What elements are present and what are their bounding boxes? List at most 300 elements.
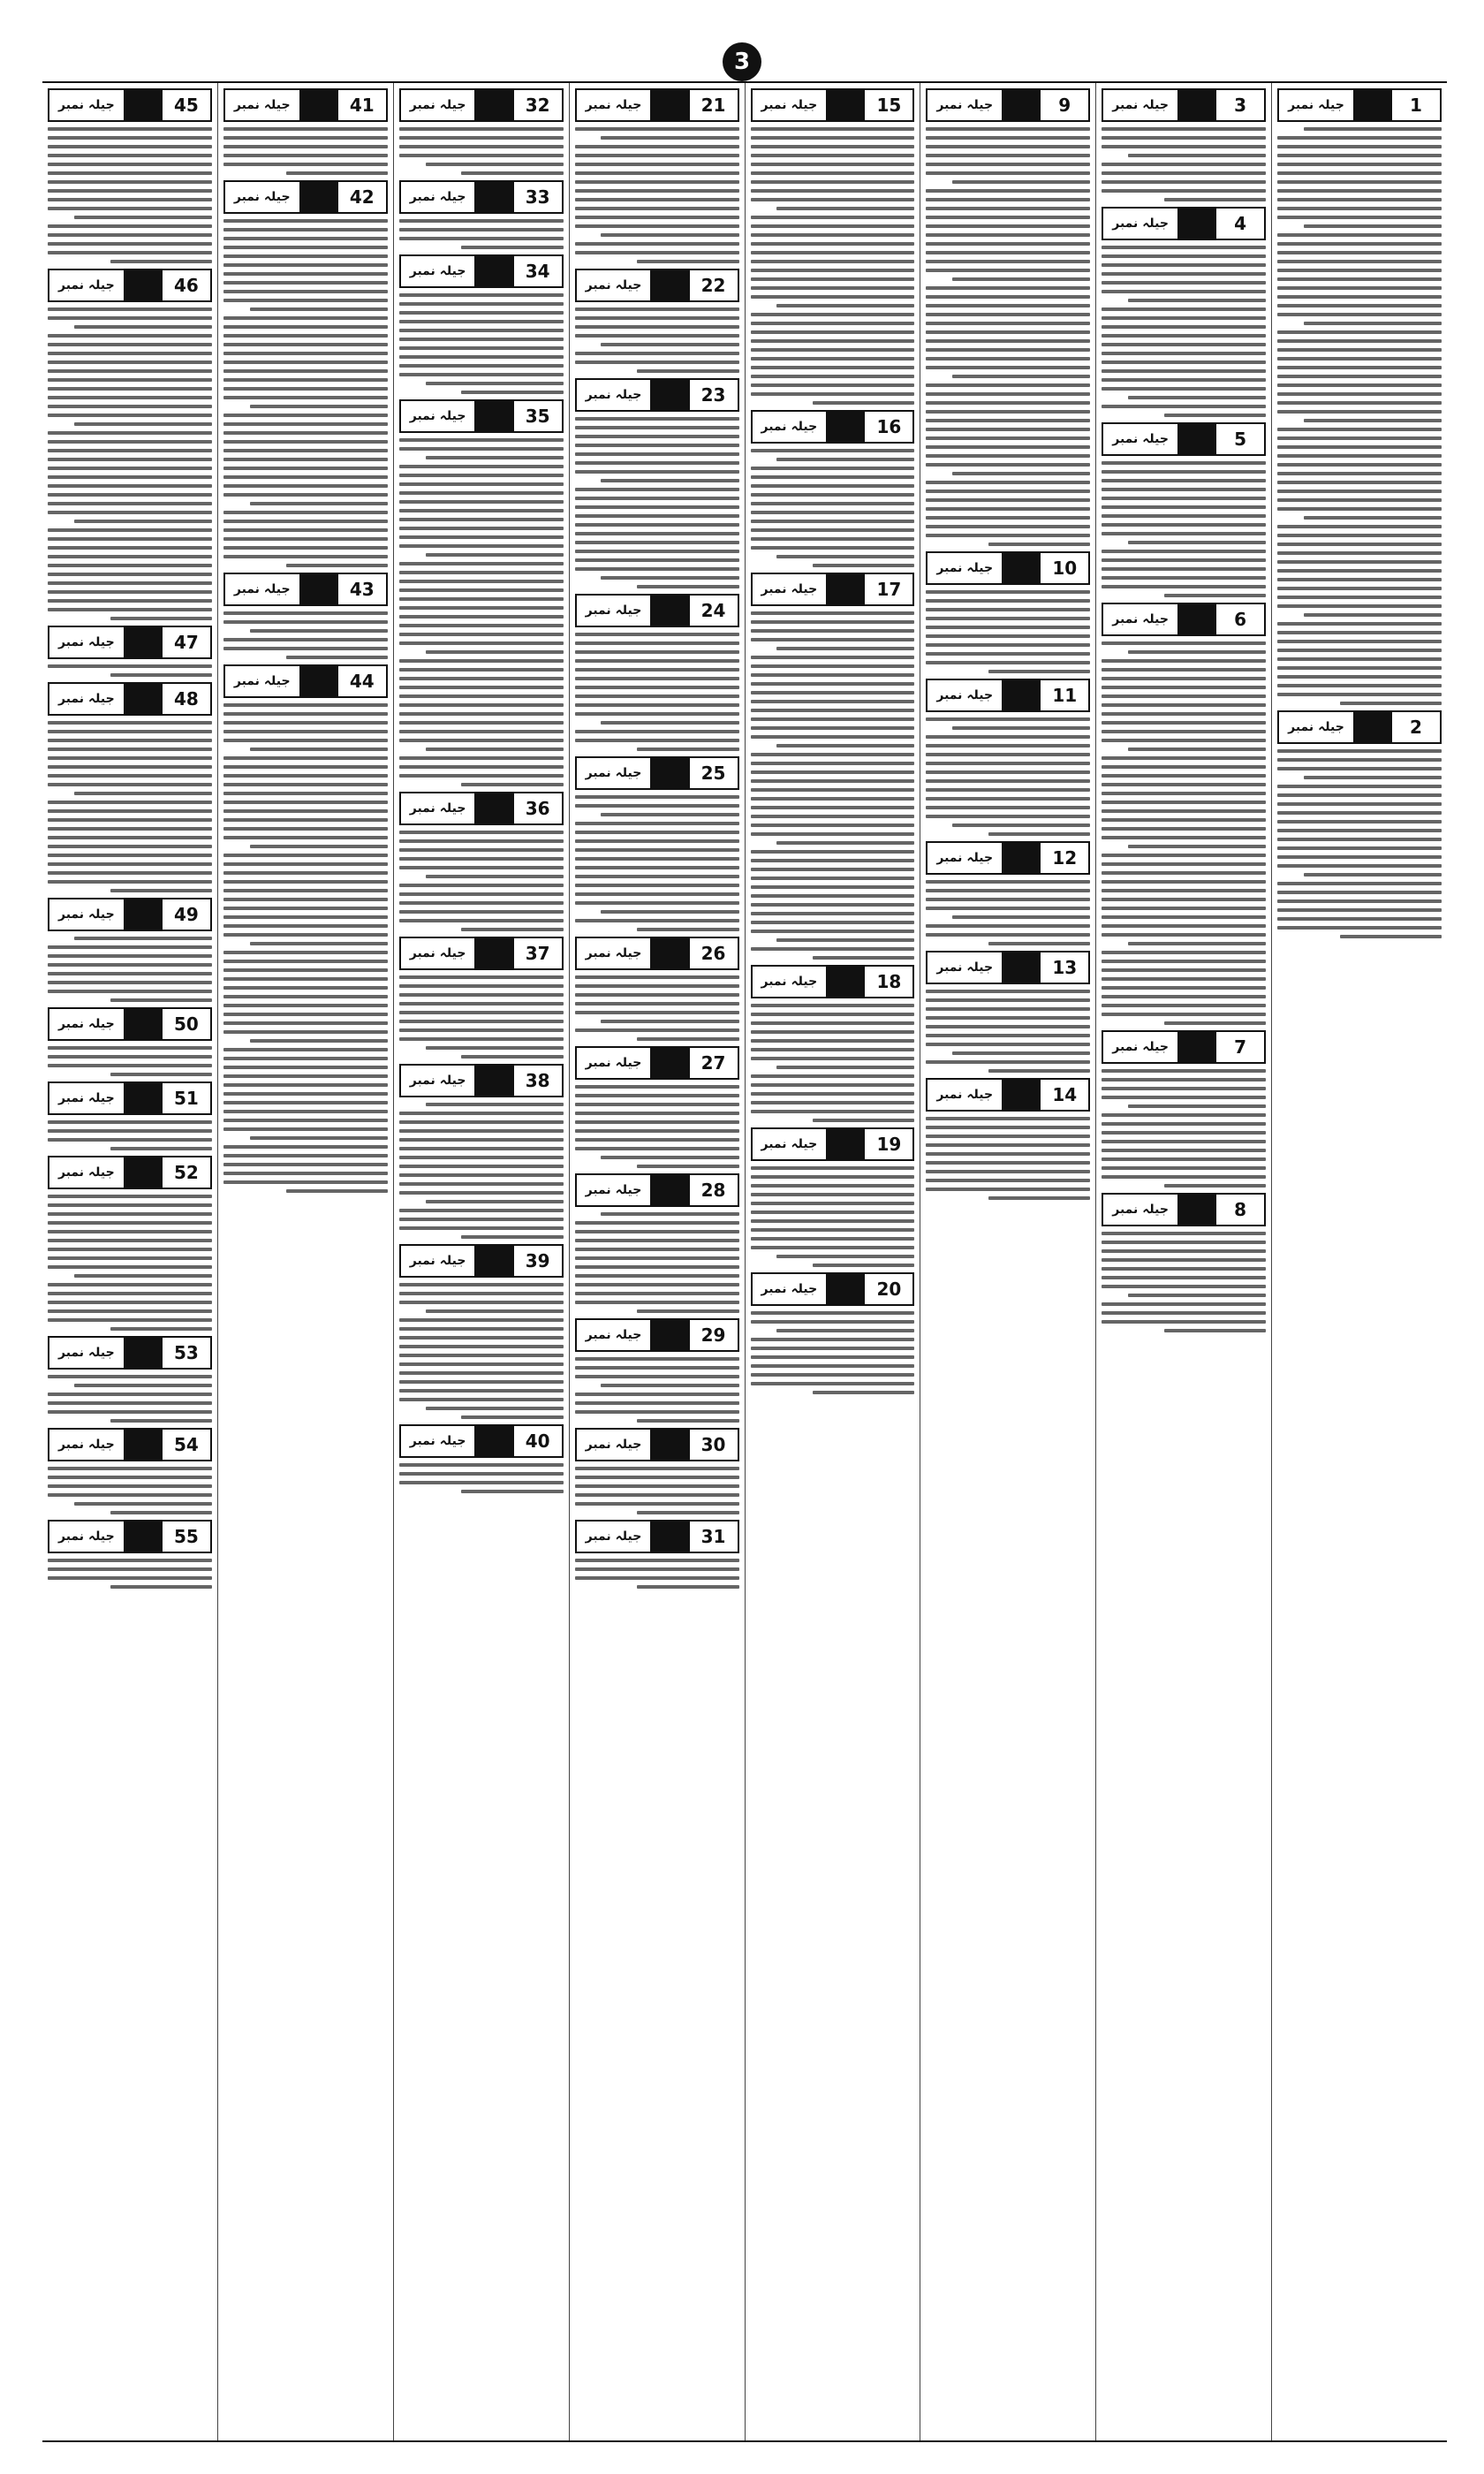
notice-number: 9	[1039, 90, 1088, 120]
text-line	[399, 127, 564, 131]
text-line	[926, 481, 1090, 484]
text-line	[48, 564, 212, 567]
notice-block	[399, 399, 564, 786]
notice-block	[48, 898, 212, 1002]
text-line	[926, 1025, 1090, 1028]
notice-header-bar	[1177, 604, 1215, 634]
notice-header-bar	[1002, 553, 1039, 583]
text-line	[926, 1007, 1090, 1011]
text-line	[575, 1265, 739, 1269]
text-line	[751, 709, 915, 712]
text-line	[399, 1209, 564, 1212]
text-line	[751, 546, 915, 550]
notice-number-header	[1102, 603, 1266, 636]
text-line	[776, 555, 914, 558]
text-line	[1277, 251, 1442, 254]
text-line	[399, 1011, 564, 1014]
text-line	[48, 154, 212, 157]
text-line	[751, 1110, 915, 1113]
text-line	[601, 1384, 738, 1387]
text-line	[48, 1195, 212, 1198]
text-line	[601, 1212, 738, 1216]
notice-number-header	[399, 254, 564, 288]
text-line	[1277, 454, 1442, 458]
text-line	[399, 1472, 564, 1476]
notice-block	[926, 1078, 1090, 1200]
text-line	[926, 797, 1090, 801]
text-line	[399, 571, 564, 574]
text-line	[399, 373, 564, 376]
text-line	[751, 1048, 915, 1051]
text-line	[988, 832, 1090, 836]
notice-label: جیلہ نمبر	[401, 182, 475, 212]
text-line	[575, 307, 739, 311]
text-line	[1277, 829, 1442, 832]
notice-body-text	[48, 1467, 212, 1514]
text-line	[751, 537, 915, 541]
text-line	[1102, 809, 1266, 813]
text-line	[776, 938, 914, 942]
notice-body-text	[399, 293, 564, 394]
text-line	[575, 154, 739, 157]
text-line	[48, 1248, 212, 1251]
notice-number-header	[399, 937, 564, 970]
text-line	[1277, 154, 1442, 157]
text-line	[926, 428, 1090, 431]
text-line	[926, 163, 1090, 166]
text-line	[637, 585, 738, 588]
text-line	[223, 880, 388, 884]
text-line	[751, 903, 915, 907]
text-line	[1102, 246, 1266, 249]
text-line	[1102, 180, 1266, 184]
text-line	[926, 295, 1090, 299]
notice-block	[575, 269, 739, 373]
text-line	[426, 875, 564, 878]
text-line	[223, 555, 388, 558]
text-line	[926, 889, 1090, 892]
text-line	[223, 431, 388, 435]
notice-number-header	[48, 1081, 212, 1115]
notice-block	[575, 937, 739, 1041]
text-line	[1277, 304, 1442, 307]
text-line	[575, 1011, 739, 1014]
text-line	[399, 465, 564, 468]
text-line	[1304, 419, 1442, 422]
notice-number-header	[48, 626, 212, 659]
text-line	[926, 924, 1090, 928]
text-line	[1102, 668, 1266, 672]
text-line	[223, 467, 388, 470]
text-line	[399, 474, 564, 477]
text-line	[399, 848, 564, 852]
text-line	[48, 537, 212, 541]
notice-number: 12	[1039, 843, 1088, 873]
notice-number: 19	[863, 1129, 912, 1159]
text-line	[926, 145, 1090, 148]
text-line	[575, 668, 739, 672]
text-line	[399, 892, 564, 896]
text-line	[1277, 891, 1442, 894]
notice-number-header	[399, 399, 564, 433]
text-line	[74, 1384, 212, 1387]
notice-number: 18	[863, 967, 912, 997]
notice-block	[751, 573, 915, 960]
text-line	[751, 216, 915, 219]
text-line	[399, 857, 564, 861]
notice-header-bar	[474, 938, 511, 968]
text-line	[223, 263, 388, 267]
text-line	[575, 523, 739, 527]
text-line	[223, 774, 388, 778]
text-line	[776, 1255, 914, 1258]
text-line	[926, 1152, 1090, 1156]
text-line	[575, 641, 739, 645]
text-line	[48, 730, 212, 733]
text-line	[751, 1364, 915, 1368]
text-line	[1102, 703, 1266, 707]
text-line	[1277, 569, 1442, 573]
text-line	[110, 1511, 212, 1514]
notice-header-bar	[1177, 1032, 1215, 1062]
text-line	[1277, 543, 1442, 546]
text-line	[399, 1173, 564, 1177]
text-line	[637, 748, 738, 751]
text-line	[48, 1410, 212, 1414]
notice-block	[48, 1336, 212, 1423]
text-line	[926, 357, 1090, 360]
text-line	[575, 1085, 739, 1089]
text-line	[48, 405, 212, 408]
notice-label: جیلہ نمبر	[753, 412, 827, 442]
notice-number: 11	[1039, 680, 1088, 710]
text-line	[1277, 820, 1442, 823]
notice-block	[926, 951, 1090, 1073]
text-line	[1277, 339, 1442, 343]
notice-block	[399, 1064, 564, 1239]
text-line	[575, 1559, 739, 1562]
text-line	[813, 1391, 914, 1394]
text-line	[575, 1230, 739, 1233]
text-line	[1102, 1302, 1266, 1306]
notice-body-text	[399, 1103, 564, 1239]
text-line	[426, 456, 564, 459]
text-line	[926, 189, 1090, 193]
notice-body-text	[575, 633, 739, 751]
text-line	[926, 762, 1090, 765]
text-line	[1277, 587, 1442, 590]
text-line	[48, 1055, 212, 1059]
text-line	[1304, 127, 1442, 131]
text-line	[575, 857, 739, 861]
notice-number: 43	[337, 574, 386, 604]
text-line	[1102, 505, 1266, 509]
text-line	[1102, 272, 1266, 276]
text-line	[1102, 889, 1266, 892]
text-line	[751, 322, 915, 325]
notice-body-text	[575, 1467, 739, 1514]
text-line	[1102, 343, 1266, 346]
notice-header-bar	[650, 758, 687, 788]
notice-block	[223, 88, 388, 175]
notice-block	[575, 1173, 739, 1313]
text-line	[1164, 198, 1266, 201]
text-line	[751, 313, 915, 316]
notice-label: جیلہ نمبر	[753, 1274, 827, 1304]
text-line	[926, 242, 1090, 246]
text-line	[399, 721, 564, 725]
text-line	[223, 272, 388, 276]
notice-body-text	[575, 417, 739, 588]
text-line	[1277, 666, 1442, 670]
notice-body-text	[399, 438, 564, 786]
text-line	[751, 1246, 915, 1249]
text-line	[399, 482, 564, 486]
notice-label: جیلہ نمبر	[401, 256, 475, 286]
notice-header-bar	[474, 182, 511, 212]
text-line	[110, 998, 212, 1002]
text-line	[48, 1484, 212, 1488]
notice-label: جیلہ نمبر	[928, 952, 1002, 983]
notice-column	[1271, 83, 1447, 2440]
text-line	[223, 703, 388, 707]
text-line	[1277, 189, 1442, 193]
text-line	[399, 641, 564, 645]
text-line	[223, 154, 388, 157]
text-line	[48, 664, 212, 668]
text-line	[1102, 1232, 1266, 1235]
text-line	[399, 1020, 564, 1023]
text-line	[751, 1320, 915, 1324]
text-line	[223, 219, 388, 223]
text-line	[223, 228, 388, 231]
text-line	[286, 564, 388, 567]
text-line	[776, 304, 914, 307]
text-line	[575, 686, 739, 689]
text-line	[223, 316, 388, 320]
text-line	[575, 712, 739, 716]
text-line	[48, 127, 212, 131]
text-line	[988, 942, 1090, 945]
notice-number: 26	[688, 938, 738, 968]
notice-label: جیلہ نمبر	[1103, 90, 1177, 120]
text-line	[751, 868, 915, 871]
text-line	[751, 726, 915, 730]
notice-number-header	[926, 951, 1090, 984]
notice-body-text	[926, 127, 1090, 546]
text-line	[74, 216, 212, 219]
text-line	[48, 163, 212, 166]
text-line	[1164, 1329, 1266, 1332]
text-line	[751, 375, 915, 378]
text-line	[223, 422, 388, 426]
text-line	[926, 898, 1090, 901]
text-line	[48, 1120, 212, 1124]
text-line	[48, 1318, 212, 1322]
text-line	[223, 1030, 388, 1034]
text-line	[926, 525, 1090, 528]
text-line	[1277, 622, 1442, 626]
notice-label: جیلہ نمبر	[49, 1522, 124, 1552]
text-line	[952, 180, 1090, 184]
text-line	[223, 854, 388, 857]
notice-header-bar	[124, 1157, 161, 1188]
notice-label: جیلہ نمبر	[49, 1009, 124, 1039]
text-line	[250, 845, 388, 848]
notice-column	[745, 83, 920, 2440]
text-line	[1102, 951, 1266, 954]
notice-header-bar	[1353, 712, 1390, 742]
notice-header-bar	[650, 1320, 687, 1350]
notice-body-text	[575, 1085, 739, 1168]
text-line	[926, 489, 1090, 493]
notice-number-header	[926, 551, 1090, 585]
notice-label: جیلہ نمبر	[577, 1320, 651, 1350]
notice-header-bar	[1177, 90, 1215, 120]
text-line	[223, 352, 388, 355]
text-line	[926, 1043, 1090, 1046]
notice-header-bar	[826, 1129, 863, 1159]
text-line	[1102, 801, 1266, 804]
text-line	[250, 748, 388, 751]
text-line	[751, 493, 915, 497]
text-line	[223, 546, 388, 550]
text-line	[751, 1338, 915, 1341]
notice-body-text	[399, 975, 564, 1059]
notice-number: 37	[512, 938, 562, 968]
text-line	[48, 1046, 212, 1050]
notice-label: جیلہ نمبر	[401, 938, 475, 968]
text-line	[399, 1002, 564, 1006]
text-line	[575, 1502, 739, 1506]
text-line	[48, 1221, 212, 1225]
text-line	[1277, 375, 1442, 378]
text-line	[48, 1301, 212, 1304]
text-line	[1304, 322, 1442, 325]
text-line	[399, 1463, 564, 1467]
text-line	[926, 1117, 1090, 1120]
text-line	[575, 189, 739, 193]
notice-label: جیلہ نمبر	[225, 90, 299, 120]
text-line	[399, 901, 564, 905]
notice-number-header	[399, 792, 564, 825]
text-line	[223, 995, 388, 998]
text-line	[223, 449, 388, 452]
notice-body-text	[223, 219, 388, 567]
notice-number-header	[751, 965, 915, 998]
notice-block	[751, 88, 915, 405]
text-line	[48, 721, 212, 725]
text-line	[223, 638, 388, 641]
notice-number-header	[575, 594, 739, 627]
notice-number-header	[575, 1173, 739, 1207]
text-line	[1277, 551, 1442, 555]
text-line	[952, 277, 1090, 281]
notice-number-header	[1102, 88, 1266, 122]
text-line	[926, 779, 1090, 783]
text-line	[48, 981, 212, 984]
text-line	[926, 933, 1090, 937]
notice-block	[399, 1244, 564, 1419]
text-line	[1277, 908, 1442, 912]
notice-number: 30	[688, 1430, 738, 1460]
notice-body-text	[926, 1117, 1090, 1200]
text-line	[223, 254, 388, 258]
text-line	[926, 269, 1090, 272]
text-line	[575, 1476, 739, 1479]
text-line	[48, 765, 212, 769]
text-line	[1102, 378, 1266, 382]
text-line	[601, 1156, 738, 1159]
notice-header-bar	[650, 1175, 687, 1205]
notice-block	[751, 410, 915, 567]
notice-number-header	[926, 841, 1090, 875]
text-line	[48, 484, 212, 488]
text-line	[575, 993, 739, 997]
notice-header-bar	[124, 1083, 161, 1113]
text-line	[751, 1175, 915, 1179]
notice-header-bar	[474, 1066, 511, 1096]
text-line	[48, 954, 212, 958]
notice-number: 51	[161, 1083, 210, 1113]
text-line	[575, 822, 739, 825]
text-line	[1277, 640, 1442, 643]
notice-body-text	[575, 1559, 739, 1589]
text-line	[48, 801, 212, 804]
text-line	[223, 1180, 388, 1184]
notice-label: جیلہ نمبر	[225, 666, 299, 696]
text-line	[1102, 1166, 1266, 1170]
text-line	[399, 756, 564, 760]
notice-body-text	[399, 1463, 564, 1493]
notice-header-bar	[1177, 1195, 1215, 1225]
text-line	[575, 1248, 739, 1251]
notice-label: جیلہ نمبر	[401, 401, 475, 431]
notice-block	[575, 1318, 739, 1423]
text-line	[575, 470, 739, 474]
notice-body-text	[575, 975, 739, 1041]
text-line	[250, 307, 388, 311]
notice-block	[1277, 710, 1442, 938]
text-line	[223, 933, 388, 937]
text-line	[1277, 401, 1442, 405]
notice-block	[575, 594, 739, 751]
text-line	[575, 1375, 739, 1378]
text-line	[601, 479, 738, 482]
notice-body-text	[1102, 1232, 1266, 1332]
text-line	[751, 1184, 915, 1188]
text-line	[48, 511, 212, 514]
text-line	[926, 1170, 1090, 1173]
text-line	[1102, 924, 1266, 928]
text-line	[575, 334, 739, 338]
text-line	[399, 1191, 564, 1195]
text-line	[1102, 1078, 1266, 1081]
notice-number-header	[751, 1272, 915, 1306]
notice-label: جیلہ نمبر	[928, 90, 1002, 120]
text-line	[926, 224, 1090, 228]
notice-block	[926, 841, 1090, 945]
text-line	[48, 1138, 212, 1142]
text-line	[1102, 360, 1266, 364]
notice-label: جیلہ نمبر	[401, 793, 475, 823]
text-line	[223, 960, 388, 963]
text-line	[48, 1401, 212, 1405]
notice-body-text	[575, 795, 739, 931]
text-line	[575, 426, 739, 429]
text-line	[575, 497, 739, 500]
notice-number-header	[48, 1336, 212, 1370]
